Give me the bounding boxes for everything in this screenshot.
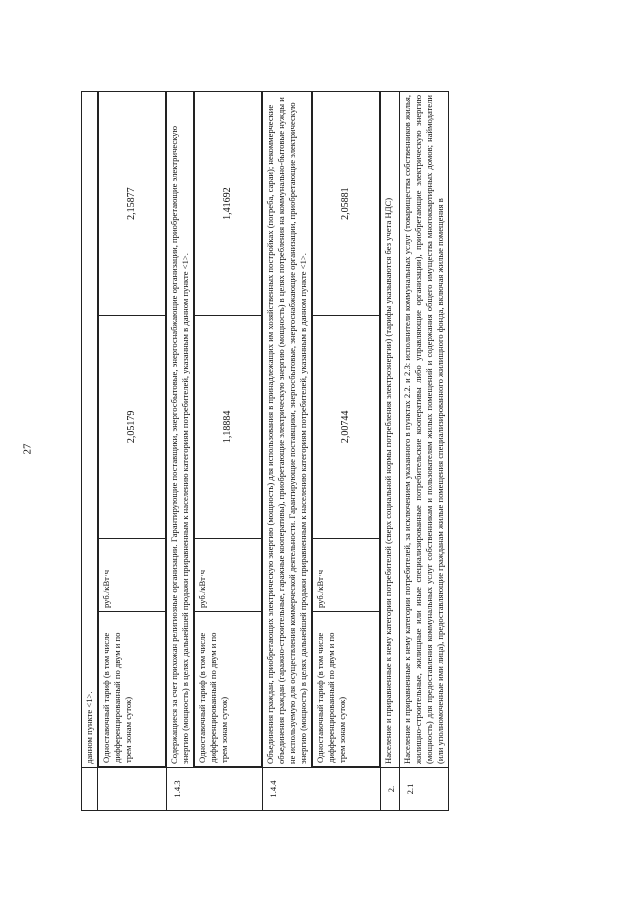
tariff-label: Одноставочный тариф (в том числе дифференцированный по двум и по трем зонам суток) <box>195 612 262 767</box>
tariff-unit: руб./кВт·ч <box>195 539 262 612</box>
row-number: 2. <box>386 785 396 793</box>
rotated-page-content <box>81 91 518 811</box>
row-text: данном пункте <1>. <box>84 691 94 764</box>
table-row <box>194 92 263 811</box>
tariff-value-2: 1,41692 <box>195 92 262 315</box>
row-text-cell <box>82 92 98 768</box>
tariff-subtable <box>98 92 166 768</box>
table-row <box>167 92 194 811</box>
row-text-cell <box>381 92 400 768</box>
table-row <box>381 92 400 811</box>
table-row <box>98 92 167 811</box>
row-number: 1.4.4 <box>268 780 278 798</box>
tariff-unit: руб./кВт·ч <box>313 539 380 612</box>
tariff-subtable-cell <box>312 92 381 768</box>
tariff-value-2: 2,15877 <box>99 92 166 315</box>
tariff-unit: руб./кВт·ч <box>99 539 166 612</box>
tariff-label: Одноставочный тариф (в том числе дифференцированный по двум и по трем зонам суток) <box>313 612 380 767</box>
tariff-subtable-cell <box>98 92 167 768</box>
row-number-cell <box>98 768 167 811</box>
row-number: 2.1 <box>405 783 415 795</box>
row-text: Население и приравненные к нему категории потребителей (сверх социальной нормы потребления электроэнергии) (тарифы указываются без учета НДС) <box>383 197 393 764</box>
row-number-cell <box>82 768 98 811</box>
row-number-cell <box>167 768 263 811</box>
row-number-cell <box>381 768 400 811</box>
row-number: 1.4.3 <box>172 780 182 798</box>
tariff-subtable <box>194 92 262 768</box>
row-text-cell <box>400 92 449 768</box>
tariff-value-1: 1,18884 <box>195 315 262 538</box>
row-text-cell <box>167 92 194 768</box>
tariff-table <box>81 91 449 811</box>
tariff-subtable-cell <box>194 92 263 768</box>
row-text: Содержащиеся за счет прихожан религиозные организации. Гарантирующие поставщики, энергосбытовые, энергоснабжающие организации, приобретающие электрическую энергию (мощность) в целях дальнейшей продажи приравненным к населению категориям потребителей, указанным в данном пункте <1>. <box>169 125 190 764</box>
row-number-cell <box>263 768 381 811</box>
tariff-label: Одноставочный тариф (в том числе дифференцированный по двум и по трем зонам суток) <box>99 612 166 767</box>
table-row <box>263 92 312 811</box>
row-number-cell <box>400 768 449 811</box>
table-row <box>400 92 449 811</box>
tariff-value-1: 2,05179 <box>99 315 166 538</box>
tariff-value-2: 2,05881 <box>313 92 380 315</box>
table-row <box>82 92 98 811</box>
tariff-value-1: 2,00744 <box>313 315 380 538</box>
row-text: Население и приравненные к нему категории потребителей, за исключением указанного в пунктах 2.2. и 2.3: исполнители коммунальных услуг (товарищества собственников жилья, жилищно-строительные, жилищные или иные специализированные потребительские кооперативы либо управляющие организации), приобретающие электрическую энергию (мощность) для предоставления коммунальных услуг собственникам и пользователям жилых помещений и содержания общего имущества многоквартирных домов; наймодатели (или уполномоченные ими лица), предоставляющие гражданам жилые помещения специализированного жилищного фонда, включая жилые помещения в <box>402 95 445 764</box>
tariff-subtable <box>312 92 380 768</box>
row-text-cell <box>263 92 312 768</box>
page-number: 27 <box>21 443 34 455</box>
table-row <box>312 92 381 811</box>
row-text: Объединения граждан, приобретающих электрическую энергию (мощность) для использования в принадлежащих им хозяйственных постройках (погреба, сараи); некоммерческие объединения граждан (гаражно-строительные, гаражные кооперативы), приобретающие электрическую энергию (мощность) в целях потребления на коммунально-бытовые нужды и не используемую для осуществления коммерческой деятельности. Гарантирующие поставщики, энергосбытовые, энергоснабжающие организации, приобретающие электрическую энергию (мощность) в целях дальнейшей продажи приравненным к населению категориям потребителей, указанным в данном пункте <1>. <box>265 97 308 764</box>
